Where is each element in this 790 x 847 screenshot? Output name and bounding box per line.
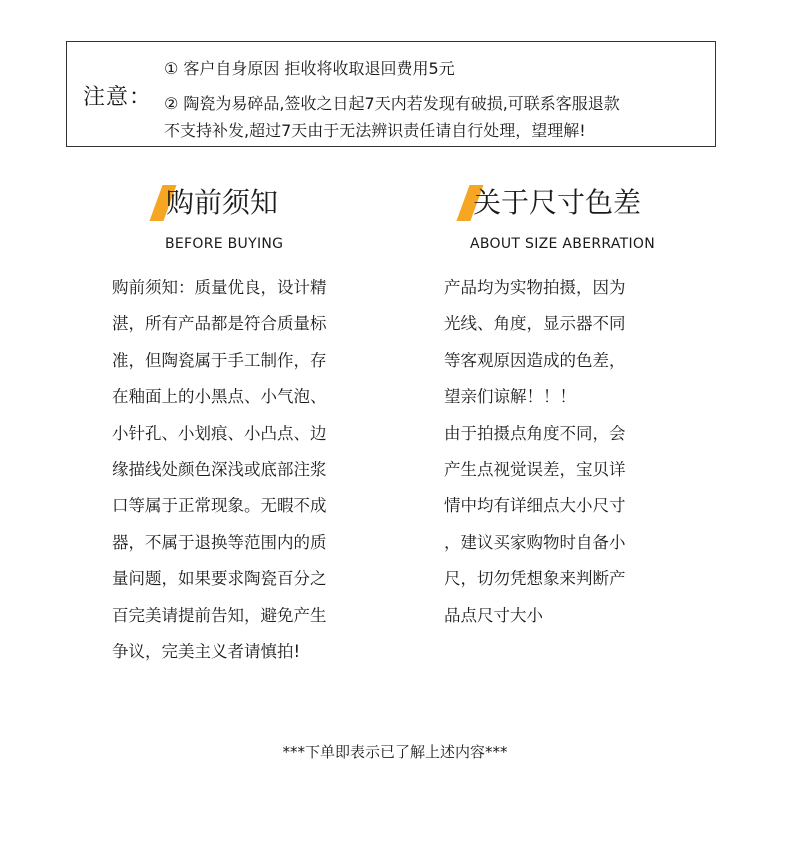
size-aberration-line: 望亲们谅解！！！ [444, 387, 576, 407]
before-buying-line: 口等属于正常现象。无暇不成 [112, 496, 327, 516]
before-buying-line: 准，但陶瓷属于手工制作，存 [112, 350, 327, 370]
footer-note: ***下单即表示已了解上述内容*** [282, 743, 508, 761]
size-aberration-subtitle: ABOUT SIZE ABERRATION [470, 236, 655, 252]
before-buying-subtitle: BEFORE BUYING [165, 236, 284, 252]
size-aberration-line: 产品均为实物拍摄，因为 [444, 278, 626, 297]
before-buying-line: 缘描线处颜色深浅或底部注浆 [112, 460, 327, 480]
size-aberration-heading: 关于尺寸色差 [473, 186, 642, 219]
before-buying-line: 小针孔、小划痕、小凸点、边 [112, 423, 327, 443]
before-buying-heading: 购前须知 [166, 186, 279, 219]
size-aberration-line: 尺，切勿凭想象来判断产 [444, 569, 626, 589]
size-aberration-line: 品点尺寸大小 [444, 605, 543, 625]
notice-box [66, 41, 716, 147]
notice-line-1: ① 客户自身原因 拒收将收取退回费用5元 [164, 59, 455, 78]
before-buying-line: 购前须知：质量优良，设计精 [112, 278, 327, 297]
size-aberration-line: 等客观原因造成的色差， [444, 350, 626, 370]
before-buying-line: 量问题，如果要求陶瓷百分之 [112, 569, 327, 589]
size-aberration-body [444, 270, 626, 634]
before-buying-line: 器，不属于退换等范围内的质 [112, 532, 327, 552]
size-aberration-line: 光线、角度，显示器不同 [444, 314, 626, 334]
before-buying-body [112, 270, 327, 670]
notice-line-3: 不支持补发,超过7天由于无法辨识责任请自行处理，望理解! [164, 121, 586, 140]
size-aberration-line: 由于拍摄点角度不同，会 [444, 423, 626, 443]
before-buying-line: 争议，完美主义者请慎拍! [112, 642, 301, 662]
size-aberration-line: ，建议买家购物时自备小 [444, 532, 626, 552]
before-buying-line: 在釉面上的小黑点、小气泡、 [112, 387, 327, 407]
notice-label: 注意： [83, 85, 153, 110]
notice-line-2: ② 陶瓷为易碎品,签收之日起7天内若发现有破损,可联系客服退款 [164, 94, 620, 113]
before-buying-line: 百完美请提前告知，避免产生 [112, 605, 327, 625]
size-aberration-line: 产生点视觉误差，宝贝详 [444, 460, 626, 480]
before-buying-line: 湛，所有产品都是符合质量标 [112, 314, 327, 334]
size-aberration-line: 情中均有详细点大小尺寸 [444, 496, 626, 516]
